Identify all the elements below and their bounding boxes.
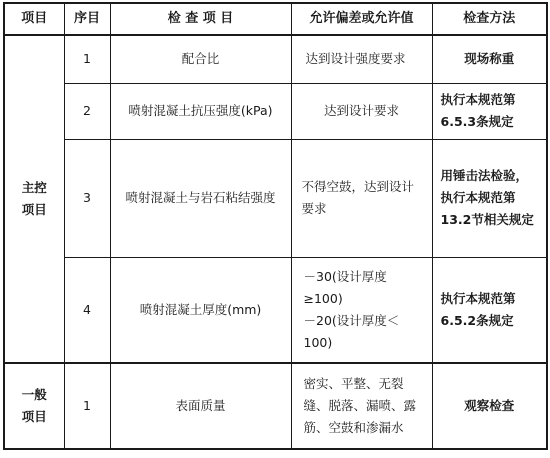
header-allowance: 允许偏差或允许值 <box>291 3 432 35</box>
row-item: 喷射混凝土抗压强度(kPa) <box>110 83 291 139</box>
row-seq: 1 <box>64 35 110 83</box>
table-row <box>4 257 547 363</box>
header-category: 项目 <box>4 3 64 35</box>
allowance-thick: －30(设计厚度≥100) <box>303 269 387 306</box>
row-item: 喷射混凝土厚度(mm) <box>110 257 291 363</box>
table-row <box>4 363 547 449</box>
row-allowance: 达到设计强度要求 <box>291 35 432 83</box>
row-seq: 1 <box>64 363 110 449</box>
row-allowance: 不得空鼓，达到设计要求 <box>291 139 432 257</box>
allowance-thin: －20(设计厚度＜100) <box>303 312 400 350</box>
row-item: 表面质量 <box>110 363 291 449</box>
row-allowance <box>291 257 432 363</box>
table-row <box>4 139 547 257</box>
row-seq: 3 <box>64 139 110 257</box>
row-item: 配合比 <box>110 35 291 83</box>
row-method: 现场称重 <box>432 35 547 83</box>
table-row <box>4 35 547 83</box>
group-main-control <box>4 35 64 363</box>
row-allowance: 达到设计要求 <box>291 83 432 139</box>
group-general-label: 一般项目 <box>21 387 47 424</box>
inspection-table <box>3 2 548 450</box>
row-method: 执行本规范第6.5.3条规定 <box>432 83 547 139</box>
row-allowance: 密实、平整、无裂缝、脱落、漏喷、露筋、空鼓和渗漏水 <box>291 363 432 449</box>
row-method: 执行本规范第6.5.2条规定 <box>432 257 547 363</box>
row-method: 观察检查 <box>432 363 547 449</box>
group-main-control-label: 主控项目 <box>21 180 47 217</box>
header-method: 检查方法 <box>432 3 547 35</box>
row-seq: 2 <box>64 83 110 139</box>
row-method: 用锤击法检验，执行本规范第13.2节相关规定 <box>432 139 547 257</box>
table-row <box>4 83 547 139</box>
row-seq: 4 <box>64 257 110 363</box>
header-row <box>4 3 547 35</box>
header-seq: 序目 <box>64 3 110 35</box>
header-item: 检 查 项 目 <box>110 3 291 35</box>
group-general <box>4 363 64 449</box>
row-item: 喷射混凝土与岩石粘结强度 <box>110 139 291 257</box>
